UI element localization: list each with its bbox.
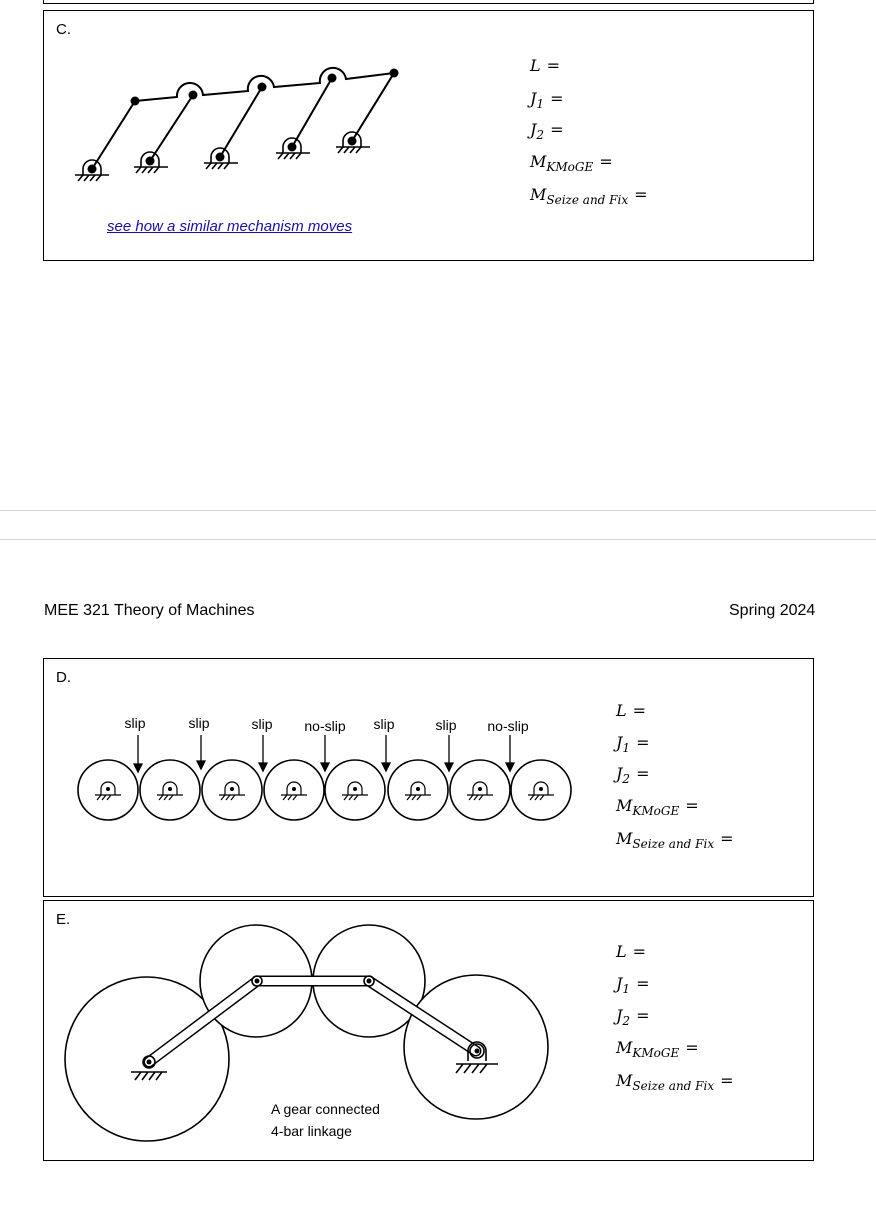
caption-line-2: 4-bar linkage — [271, 1123, 352, 1139]
section-d-box — [43, 658, 814, 897]
page-break-top — [0, 510, 876, 511]
equation-l: L = — [616, 942, 647, 961]
equation-m-kmoge: $M_{KMoGE}$ = — [616, 1038, 699, 1060]
mechanism-animation-link[interactable]: see how a similar mechanism moves — [107, 218, 353, 235]
contact-label-5: slip — [373, 716, 395, 732]
course-title: MEE 321 Theory of Machines — [44, 602, 255, 619]
contact-label-2: slip — [188, 715, 210, 731]
section-c-box — [43, 10, 814, 261]
section-e-label: E. — [56, 911, 71, 928]
section-c-label: C. — [56, 21, 71, 38]
equation-m-seize-fix: $M_{Seize and Fix}$ = — [530, 185, 648, 207]
equation-j1: $J_1$ = — [616, 733, 650, 755]
equation-j1: $J_1$ = — [530, 89, 564, 111]
equation-m-kmoge: $M_{KMoGE}$ = — [616, 796, 699, 818]
contact-label-4: no-slip — [304, 718, 346, 734]
equation-l: L = — [616, 701, 647, 720]
equation-m-seize-fix: $M_{Seize and Fix}$ = — [616, 829, 734, 851]
contact-label-3: slip — [251, 716, 273, 732]
equation-j2: $J_2$ = — [616, 1006, 650, 1028]
equation-m-kmoge: $M_{KMoGE}$ = — [530, 152, 613, 174]
section-e-gear-linkage-diagram — [44, 901, 815, 1162]
equation-j2: $J_2$ = — [616, 764, 650, 786]
contact-label-1: slip — [124, 715, 146, 731]
contact-label-6: slip — [435, 717, 457, 733]
section-d-roller-chain-diagram — [44, 659, 815, 898]
caption-line-1: A gear connected — [271, 1101, 380, 1117]
equation-l: L = — [530, 56, 561, 75]
page-break-bottom — [0, 539, 876, 540]
equation-m-seize-fix: $M_{Seize and Fix}$ = — [616, 1071, 734, 1093]
gear-linkage-caption — [271, 1098, 380, 1142]
equation-j1: $J_1$ = — [616, 974, 650, 996]
previous-box-edge — [43, 0, 814, 4]
section-d-label: D. — [56, 669, 71, 686]
equation-j2: $J_2$ = — [530, 120, 564, 142]
section-e-box — [43, 900, 814, 1161]
contact-label-7: no-slip — [487, 718, 529, 734]
term-label: Spring 2024 — [729, 602, 816, 619]
